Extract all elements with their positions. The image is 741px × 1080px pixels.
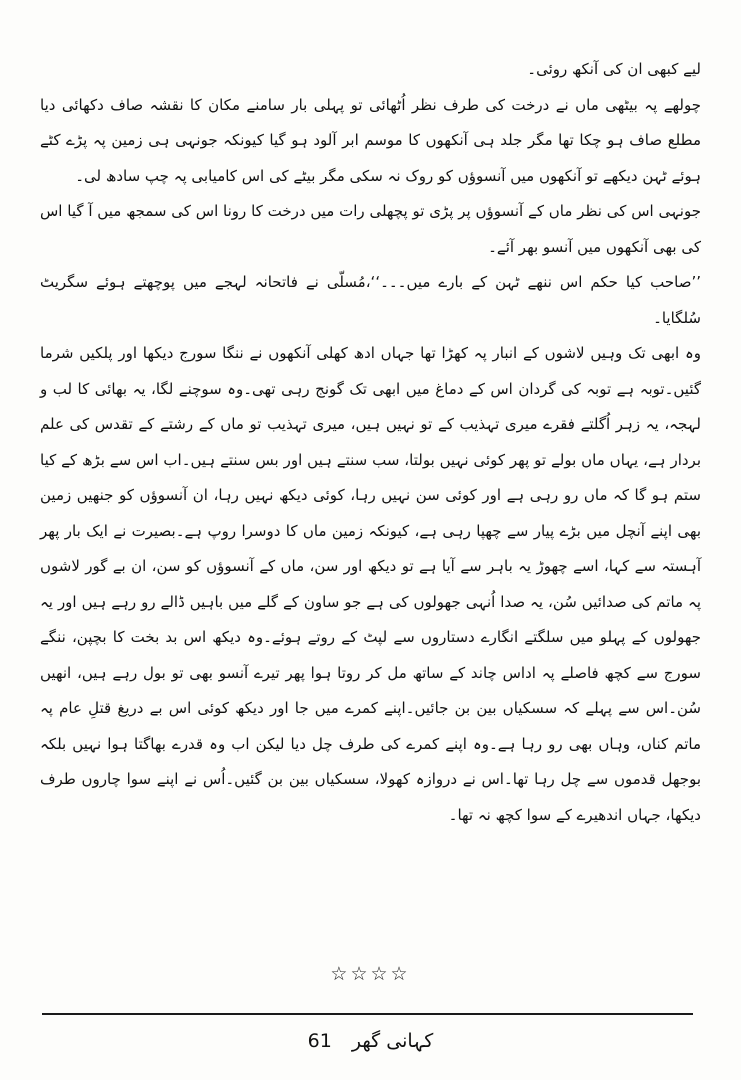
section-end-stars: ☆☆☆☆	[330, 963, 411, 985]
paragraph-2: چولھے پہ بیٹھی ماں نے درخت کی طرف نظر اُٹھائی تو پہلی بار سامنے مکان کا نقشہ صاف دکھائی دیا مطلع صاف ہو چکا تھا مگر جلد ہی آنکھوں کا موسم ابر آلود ہو گیا کیونکہ جونہی ہی زمین پہ پڑے کٹے ہوئے ٹہن دیکھے تو آنکھوں میں آنسوؤں کو روک نہ سکی مگر بیٹے کی اس کامیابی پہ چپ سادھ لی۔	[40, 95, 701, 185]
paragraph-1: لیے کبھی ان کی آنکھ روئی۔	[527, 60, 701, 78]
paragraph-4: ’’صاحب کیا حکم اس ننھے ٹہن کے بارے میں۔۔۔‘‘،مُسلّی نے فاتحانہ لہجے میں پوچھتے ہوئے سگریٹ سُلگایا۔	[40, 273, 701, 327]
page-footer	[0, 1030, 741, 1052]
page-number: 61	[307, 1030, 332, 1052]
book-title: کہانی گھر	[351, 1030, 434, 1052]
paragraph-5: وہ ابھی تک وہیں لاشوں کے انبار پہ کھڑا تھا جہاں ادھ کھلی آنکھوں نے ننگا سورج دیکھا اور پلکیں شرما گئیں۔توبہ ہے توبہ کی گردان اس کے دماغ میں ابھی تک گونج رہی تھی۔وہ سوچنے لگا، یہ بھائی کا لب و لہجہ، یہ زہر اُگلتے فقرے میری تہذیب کے تو نہیں ہیں، میری تہذیب تو ماں کے رشتے کے تقدس کی علم بردار ہے، یہاں ماں بولے تو پھر کوئی نہیں بولتا، سب سنتے ہیں اور بس سنتے ہیں۔اب اس سے بڑھ کے کیا ستم ہو گا کہ ماں رو رہی ہے اور کوئی سن نہیں رہا، کوئی دیکھ نہیں رہا، ان آنسوؤں کو جنھیں زمین بھی اپنے آنچل میں بڑے پیار سے چھپا رہی ہے، کیونکہ زمین ماں کا دوسرا روپ ہے۔بصیرت نے ایک بار پھر آہستہ سے کہا، اسے چھوڑ یہ باہر سے آیا ہے تو دیکھ اور سن، ماں کے آنسوؤں کو سن، ان بے گور لاشوں پہ ماتم کی صدائیں سُن، یہ صدا اُنہی جھولوں کی ہے جو ساون کے گلے میں باہیں ڈالے رو رہے ہیں اور یہ جھولوں کے پہلو میں سلگتے انگارے دستاروں سے لپٹ کے روتے ہوئے۔وہ دیکھ اس بد بخت کا بچپن، ننگے سورج سے کچھ فاصلے پہ اداس چاند کے ساتھ مل کر روتا ہوا پھر تیرے آنسو بھی تو بول رہے ہیں، انھیں سُن۔اس سے پہلے کہ سسکیاں بین بن جائیں۔اپنے کمرے میں جا اور دیکھ کوئی اس بے دریغ قتلِ عام پہ ماتم کناں، وہاں بھی رو رہا ہے۔وہ اپنے کمرے کی طرف چل دیا لیکن اب وہ قدرے بھاگتا ہوا نہیں بلکہ بوجھل قدموں سے چل رہا تھا۔اس نے دروازہ کھولا، سسکیاں بین بن گئیں۔اُس نے اپنے سوا چاروں طرف دیکھا، جہاں اندھیرے کے سوا کچھ نہ تھا۔	[40, 344, 701, 824]
footer-divider	[42, 1013, 693, 1015]
paragraph-3: جونہی اس کی نظر ماں کے آنسوؤں پر پڑی تو پچھلی رات میں درخت کا رونا اس کی سمجھ میں آ گیا اس کی بھی آنکھوں میں آنسو بھر آئے۔	[40, 202, 701, 256]
story-text	[40, 52, 701, 833]
